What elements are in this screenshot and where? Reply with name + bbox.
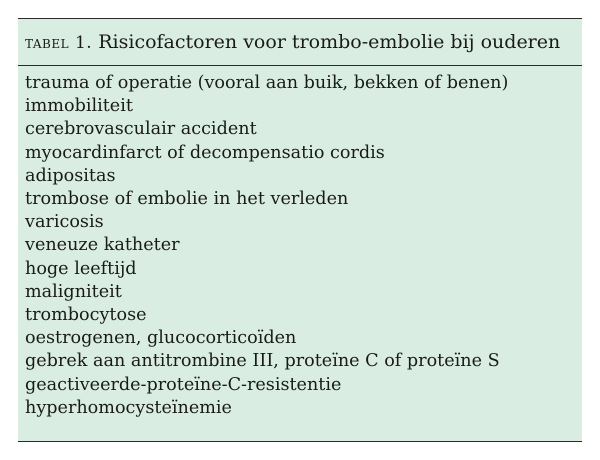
list-item: gebrek aan antitrombine III, proteïne C of proteïne S (25, 351, 500, 372)
risk-factor-list (25, 72, 508, 420)
list-item: immobiliteit (25, 96, 133, 117)
list-item: hyperhomocysteïnemie (25, 397, 232, 418)
list-item: geactiveerde-proteïne-C-resistentie (25, 374, 342, 395)
list-item: trauma of operatie (vooral aan buik, bekken of benen) (25, 73, 509, 93)
list-item: veneuze katheter (25, 235, 180, 256)
list-item: trombocytose (25, 305, 147, 326)
list-item: myocardinfarct of decompensatio cordis (25, 142, 385, 163)
caption-divider (18, 65, 582, 66)
table-title: Risicofactoren voor trombo-embolie bij ouderen (98, 31, 561, 53)
list-item: adipositas (25, 165, 116, 186)
list-item: oestrogenen, glucocorticoïden (25, 328, 297, 349)
list-item: varicosis (25, 212, 104, 233)
table-label: tabel 1. (25, 33, 93, 53)
list-item: trombose of embolie in het verleden (25, 189, 349, 210)
list-item: hoge leeftijd (25, 258, 137, 279)
table-caption (25, 30, 560, 55)
list-item: cerebrovasculair accident (25, 119, 257, 140)
risk-factor-table (18, 18, 582, 442)
list-item: maligniteit (25, 281, 122, 302)
